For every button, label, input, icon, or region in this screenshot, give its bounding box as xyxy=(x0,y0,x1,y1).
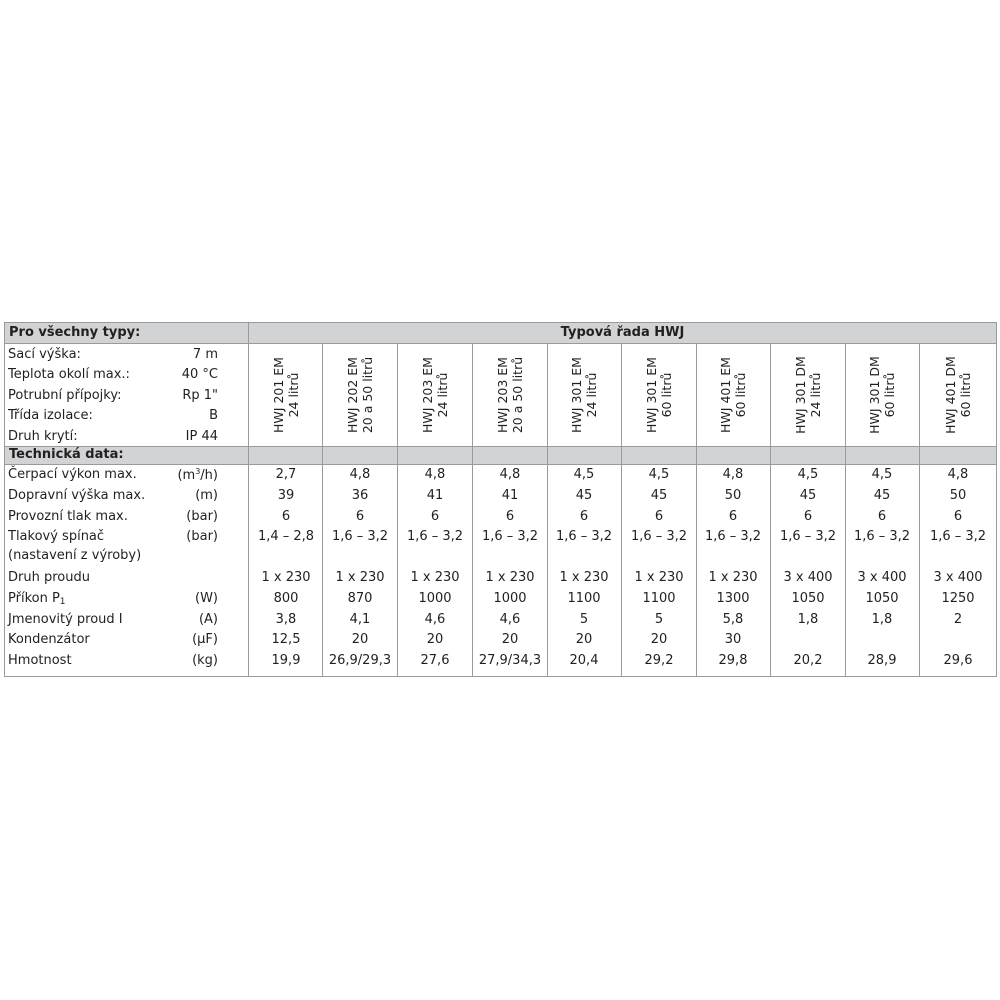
table-cell: 45 xyxy=(575,488,593,503)
row-label: Dopravní výška max. xyxy=(8,488,146,503)
table-cell: 800 xyxy=(273,591,299,606)
general-label: Druh krytí: xyxy=(8,429,78,444)
model-tank: 24 litrů xyxy=(584,372,599,418)
table-cell: 1 x 230 xyxy=(559,570,609,585)
table-cell: 1300 xyxy=(716,591,750,606)
table-cell: 4,5 xyxy=(648,467,670,482)
row-unit: (m) xyxy=(195,488,218,503)
table-cell: 1 x 230 xyxy=(708,570,758,585)
table-cell: 27,6 xyxy=(420,653,450,668)
row-unit: (µF) xyxy=(192,632,218,647)
model-header xyxy=(921,348,995,442)
rule xyxy=(4,464,997,465)
row-label: Tlakový spínač xyxy=(8,529,105,544)
table-cell: 6 xyxy=(877,509,887,524)
table-cell: 3,8 xyxy=(275,612,297,627)
table-cell: 1,6 – 3,2 xyxy=(929,529,987,544)
model-name: HWJ 401 DM xyxy=(943,356,958,434)
table-cell: 1000 xyxy=(493,591,527,606)
series-header: Typová řada HWJ xyxy=(560,325,685,340)
general-value: 7 m xyxy=(192,347,218,362)
table-cell: 20,2 xyxy=(793,653,823,668)
header-band-technical xyxy=(4,446,997,464)
general-label: Potrubní přípojky: xyxy=(8,388,122,403)
table-cell: 45 xyxy=(650,488,668,503)
table-cell: 6 xyxy=(430,509,440,524)
table-cell: 4,1 xyxy=(349,612,371,627)
row-label: Čerpací výkon max. xyxy=(8,467,137,482)
row-label: Druh proudu xyxy=(8,570,90,585)
table-cell: 5 xyxy=(654,612,664,627)
model-header xyxy=(771,348,845,442)
row-unit: (W) xyxy=(195,591,218,606)
table-cell: 20 xyxy=(575,632,593,647)
table-cell: 1100 xyxy=(642,591,676,606)
table-cell: 29,8 xyxy=(718,653,748,668)
rule xyxy=(4,343,997,344)
model-tank: 20 a 50 litrů xyxy=(360,356,375,434)
row-unit: (kg) xyxy=(192,653,218,668)
table-cell: 19,9 xyxy=(271,653,301,668)
table-cell: 28,9 xyxy=(867,653,897,668)
table-cell: 50 xyxy=(949,488,967,503)
table-cell: 4,5 xyxy=(871,467,893,482)
model-header xyxy=(845,348,919,442)
table-cell: 3 x 400 xyxy=(857,570,907,585)
model-header xyxy=(622,348,696,442)
table-cell: 12,5 xyxy=(271,632,301,647)
table-cell: 6 xyxy=(355,509,365,524)
table-cell: 870 xyxy=(347,591,373,606)
table-cell: 1,8 xyxy=(797,612,819,627)
table-cell: 1,6 – 3,2 xyxy=(481,529,539,544)
table-cell: 41 xyxy=(501,488,519,503)
table-cell: 1,6 – 3,2 xyxy=(853,529,911,544)
model-name: HWJ 201 EM xyxy=(271,357,286,433)
table-cell: 1050 xyxy=(791,591,825,606)
table-cell: 20 xyxy=(501,632,519,647)
table-cell: 6 xyxy=(728,509,738,524)
table-cell: 29,6 xyxy=(943,653,973,668)
model-name: HWJ 301 EM xyxy=(644,357,659,433)
general-value: Rp 1" xyxy=(182,388,218,403)
table-cell: 1,6 – 3,2 xyxy=(555,529,613,544)
model-header xyxy=(249,348,323,442)
table-cell: 1,6 – 3,2 xyxy=(406,529,464,544)
table-cell: 1 x 230 xyxy=(634,570,684,585)
table-cell: 26,9/29,3 xyxy=(328,653,392,668)
table-cell: 30 xyxy=(724,632,742,647)
general-value: IP 44 xyxy=(185,429,218,444)
table-cell: 1 x 230 xyxy=(335,570,385,585)
table-cell: 1 x 230 xyxy=(410,570,460,585)
table-cell: 6 xyxy=(579,509,589,524)
general-value: 40 °C xyxy=(181,367,218,382)
table-cell: 5,8 xyxy=(722,612,744,627)
technical-header: Technická data: xyxy=(9,447,124,462)
row-unit: (bar) xyxy=(186,529,218,544)
general-label: Teplota okolí max.: xyxy=(8,367,130,382)
model-name: HWJ 301 DM xyxy=(793,356,808,434)
table-cell: 3 x 400 xyxy=(783,570,833,585)
rule xyxy=(4,676,997,677)
table-cell: 50 xyxy=(724,488,742,503)
model-header xyxy=(323,348,397,442)
table-cell: 20 xyxy=(351,632,369,647)
model-tank: 24 litrů xyxy=(286,372,301,418)
row-label: Hmotnost xyxy=(8,653,72,668)
model-tank: 24 litrů xyxy=(808,372,823,418)
table-cell: 39 xyxy=(277,488,295,503)
model-name: HWJ 301 EM xyxy=(569,357,584,433)
table-cell: 4,5 xyxy=(797,467,819,482)
rule xyxy=(4,322,997,323)
table-cell: 1,6 – 3,2 xyxy=(331,529,389,544)
table-cell: 4,8 xyxy=(722,467,744,482)
row-unit: $(m^3/h)$ xyxy=(177,467,218,483)
row-label: Provozní tlak max. xyxy=(8,509,128,524)
model-name: HWJ 202 EM xyxy=(345,357,360,433)
table-cell: 1050 xyxy=(865,591,899,606)
table-cell: 1250 xyxy=(941,591,975,606)
table-cell: 36 xyxy=(351,488,369,503)
table-cell: 2 xyxy=(953,612,963,627)
general-value: B xyxy=(209,408,218,423)
table-cell: 4,8 xyxy=(424,467,446,482)
table-cell: 4,6 xyxy=(424,612,446,627)
model-tank: 60 litrů xyxy=(882,372,897,418)
table-cell: 20 xyxy=(650,632,668,647)
technical-data-table xyxy=(4,322,997,677)
table-cell: 6 xyxy=(803,509,813,524)
rule xyxy=(919,343,920,677)
model-tank: 24 litrů xyxy=(435,372,450,418)
rule xyxy=(4,322,5,677)
model-header xyxy=(398,348,472,442)
table-cell: 6 xyxy=(505,509,515,524)
table-cell: 6 xyxy=(281,509,291,524)
row-unit: (bar) xyxy=(186,509,218,524)
table-cell: 45 xyxy=(799,488,817,503)
model-tank: 60 litrů xyxy=(733,372,748,418)
model-header xyxy=(696,348,770,442)
table-cell: 29,2 xyxy=(644,653,674,668)
model-tank: 20 a 50 litrů xyxy=(510,356,525,434)
table-cell: 1,6 – 3,2 xyxy=(779,529,837,544)
table-cell: 4,5 xyxy=(573,467,595,482)
row-label: Jmenovitý proud I xyxy=(8,612,123,627)
table-cell: 1,4 – 2,8 xyxy=(257,529,315,544)
row-label: Kondenzátor xyxy=(8,632,90,647)
table-cell: 1 x 230 xyxy=(261,570,311,585)
model-tank: 60 litrů xyxy=(958,372,973,418)
rule xyxy=(4,446,997,447)
table-cell: 1 x 230 xyxy=(485,570,535,585)
table-cell: 41 xyxy=(426,488,444,503)
table-cell: 1,6 – 3,2 xyxy=(704,529,762,544)
model-name: HWJ 301 DM xyxy=(867,356,882,434)
model-name: HWJ 203 EM xyxy=(495,357,510,433)
table-cell: 20 xyxy=(426,632,444,647)
model-name: HWJ 401 EM xyxy=(718,357,733,433)
row-label-note: (nastavení z výroby) xyxy=(8,548,142,563)
table-cell: 1100 xyxy=(567,591,601,606)
rule xyxy=(996,322,997,677)
table-cell: 2,7 xyxy=(275,467,297,482)
table-cell: 6 xyxy=(953,509,963,524)
general-label: Třída izolace: xyxy=(8,408,93,423)
table-cell: 1,8 xyxy=(871,612,893,627)
table-cell: 6 xyxy=(654,509,664,524)
table-cell: 3 x 400 xyxy=(933,570,983,585)
table-cell: 1,6 – 3,2 xyxy=(630,529,688,544)
table-cell: 5 xyxy=(579,612,589,627)
general-header: Pro všechny typy: xyxy=(9,325,141,340)
table-cell: 20,4 xyxy=(569,653,599,668)
model-header xyxy=(473,348,547,442)
row-label: Příkon $P_1$ xyxy=(8,591,66,607)
table-cell: 4,8 xyxy=(947,467,969,482)
table-cell: 1000 xyxy=(418,591,452,606)
table-cell: 4,8 xyxy=(499,467,521,482)
table-cell: 4,8 xyxy=(349,467,371,482)
model-name: HWJ 203 EM xyxy=(420,357,435,433)
general-label: Sací výška: xyxy=(8,347,81,362)
row-unit: (A) xyxy=(198,612,218,627)
table-cell: 45 xyxy=(873,488,891,503)
model-tank: 60 litrů xyxy=(659,372,674,418)
table-cell: 4,6 xyxy=(499,612,521,627)
table-cell: 27,9/34,3 xyxy=(478,653,542,668)
model-header xyxy=(547,348,621,442)
